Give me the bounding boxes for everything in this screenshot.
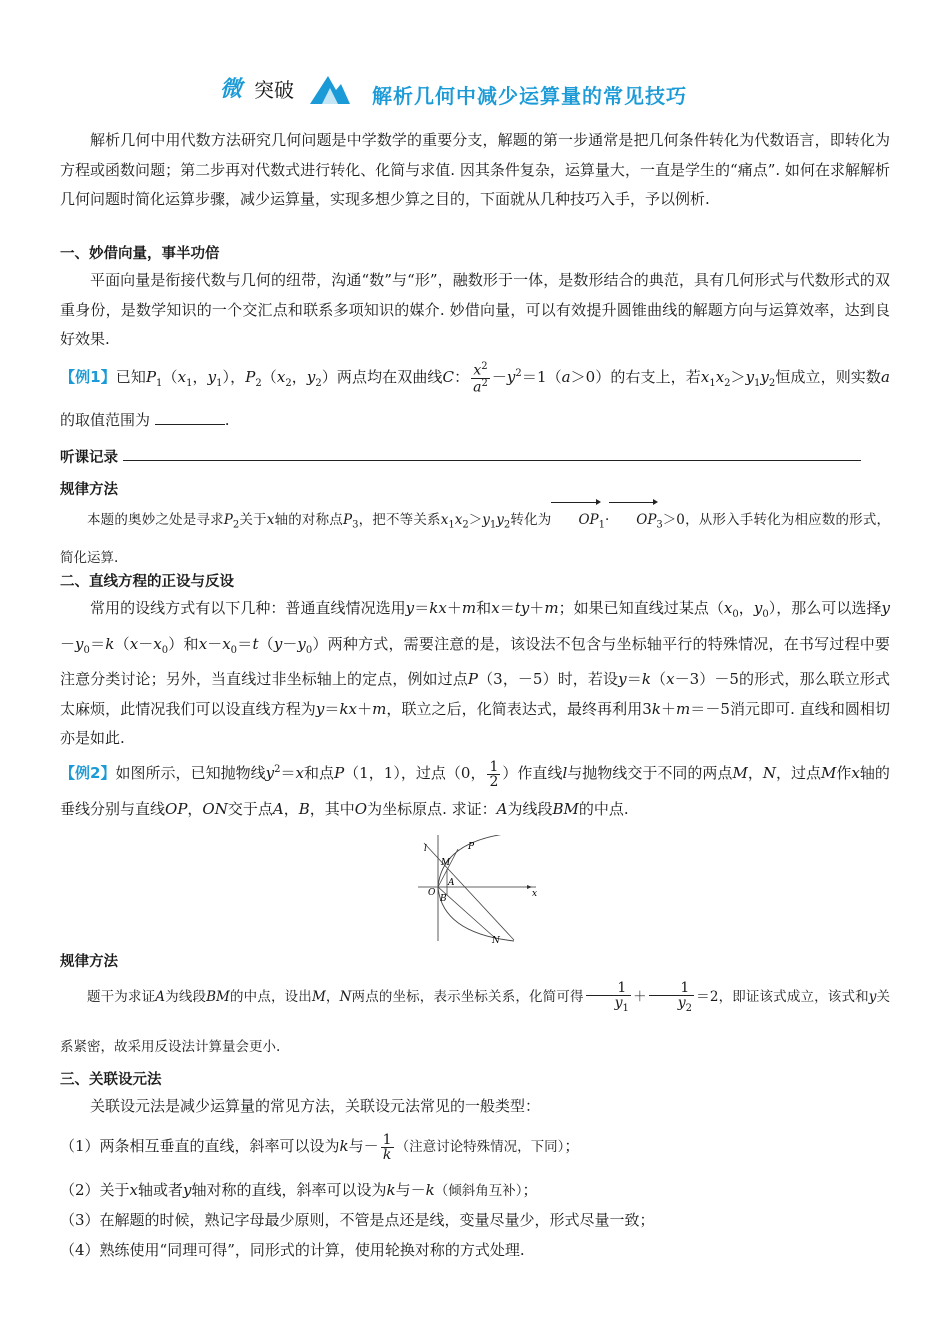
section1-heading: 一、妙借向量，事半功倍 xyxy=(60,246,220,262)
figure-label-m: M xyxy=(441,858,451,868)
item2-text: （2）关于 xyxy=(60,1181,130,1199)
figure-label-n: N xyxy=(492,936,500,945)
parabola-figure xyxy=(418,835,543,945)
fraction-1-k: $\frac{1}{k}$ xyxy=(382,1131,392,1163)
section2-text: 常用的设线方式有以下几种：普通直线情况选用y＝kx＋m和x＝ty＋m；如果已知直线过某点（$x_0$，$y_0$），那么可以选择$y-y_0=k(x-x_0)$和$x-x_0=t(y-y_0)$两种方式，需要注意的是，该设法不包含与坐标轴平行的特殊情况，在书写过程中要注意分类讨论；另外，当直线过非坐标轴上的定点，例如过点P（3，－5）时，若设y＝k（x－3）－5的形式，那么联立形式太麻烦，此情况我们可以设直线方程为y＝kx＋m，联立之后，化简表达式，最终再利用3k＋m＝－5消元即可. 直线和圆相切亦是如此. xyxy=(60,599,890,747)
method1-label: 规律方法 xyxy=(60,482,118,498)
logo-wei: 微 xyxy=(220,77,243,102)
figure-label-o: O xyxy=(428,888,436,898)
example2-tag: 【例2】 xyxy=(60,764,116,782)
section3-item-3: （3）在解题的时候，熟记字母最少原则，不管是点还是线，变量尽量少，形式尽量一致； xyxy=(60,1211,655,1229)
section2-heading: 二、直线方程的正设与反设 xyxy=(60,574,234,590)
method1-text: 本题的奥妙之处是寻求$P_2$关于x轴的对称点$P_3$，把不等关系$x_1x_2>y_1y_2$转化为 $OP_1\cdot OP_3>0$，从形入手转化为相应数的形式，简化运算. xyxy=(60,502,890,574)
section3-item-4: （4）熟练使用“同理可得”，同形式的计算，使用轮换对称的方式处理. xyxy=(60,1241,525,1259)
page-header xyxy=(220,72,760,112)
example2: 【例2】如图所示，已知抛物线$y^2=x$和点P（1，1），过点（0， $\frac{1}{2}$ ）作直线l与抛物线交于不同的两点M，N，过点M作x轴的垂线分别与直线OP，ON交于点A，B，其中O为坐标原点. 求证：A为线段BM的中点. xyxy=(60,758,890,818)
figure-label-b: B xyxy=(440,894,447,904)
section1-text: 平面向量是衔接代数与几何的纽带，沟通“数”与“形”，融数形于一体，是数形结合的典范，具有几何形式与代数形式的双重身份，是数学知识的一个交汇点和联系多项知识的媒介. 妙借向量，可以有效提升圆锥曲线的解题方向与运算效率，达到良好效果. xyxy=(60,271,890,348)
method2-label: 规律方法 xyxy=(60,954,118,970)
section3-item-2: （2）关于x轴或者y轴对称的直线，斜率可以设为k与－k（倾斜角互补）； xyxy=(60,1181,538,1199)
figure-label-a: A xyxy=(448,878,455,888)
logo-mountain-icon xyxy=(308,72,352,106)
logo-tupo: 突破 xyxy=(254,78,294,102)
intro-paragraph: 解析几何中用代数方法研究几何问题是中学数学的重要分支，解题的第一步通常是把几何条件转化为代数语言，即转化为方程或函数问题；第二步再对代数式进行转化、化简与求值. 因其条件复杂，运算量大，一直是学生的“痛点”. 如何在求解解析几何问题时简化运算步骤，减少运算量，实现多想少算之目的，下面就从几种技巧入手，予以例析. xyxy=(60,131,890,208)
note-label: 听课记录 xyxy=(60,450,118,466)
figure-label-l: l xyxy=(424,844,427,854)
section3-item-1: （1）两条相互垂直的直线，斜率可以设为k与－ $\frac{1}{k}$ （注意讨论特殊情况，下同）； xyxy=(60,1131,580,1163)
fraction-one-half: $\frac{1}{2}$ xyxy=(489,758,499,790)
page-title: 解析几何中减少运算量的常见技巧 xyxy=(372,84,687,108)
note-line[interactable] xyxy=(123,460,861,461)
fraction-1-y2: $\frac{1}{y_2}$ xyxy=(649,981,694,1014)
item1-text: （1）两条相互垂直的直线，斜率可以设为 xyxy=(60,1137,340,1155)
figure-label-x: x xyxy=(532,889,538,899)
figure-label-p: P xyxy=(468,842,475,852)
fraction-1-y1: $\frac{1}{y_1}$ xyxy=(586,981,631,1014)
example1: 【例1】已知$P_1(x_1$，$y_1$），$P_2(x_2$，$y_2$）两点均在双曲线C： $\frac{x^2}{a^2}$ $-y^2=1(a>0)$的右支上，若$x_1x_2>y_1y_2$恒成立，则实数a的取值范围为 . xyxy=(60,360,890,429)
section3-heading: 三、关联设元法 xyxy=(60,1072,162,1088)
section3-text: 关联设元法是减少运算量的常见方法，关联设元法常见的一般类型： xyxy=(90,1097,541,1115)
answer-blank[interactable] xyxy=(155,410,225,425)
method2-text: 题干为求证A为线段BM的中点，设出M，N两点的坐标，表示坐标关系，化简可得 $\frac{1}{y_1}$ ＋ $\frac{1}{y_2}$ ＝2，即证该式成立，该式和y关系紧密，故采用反设法计算量会更小. xyxy=(60,980,891,1055)
example1-tag: 【例1】 xyxy=(60,368,116,386)
fraction-x2-a2: $\frac{x^2}{a^2}$ xyxy=(473,360,488,396)
